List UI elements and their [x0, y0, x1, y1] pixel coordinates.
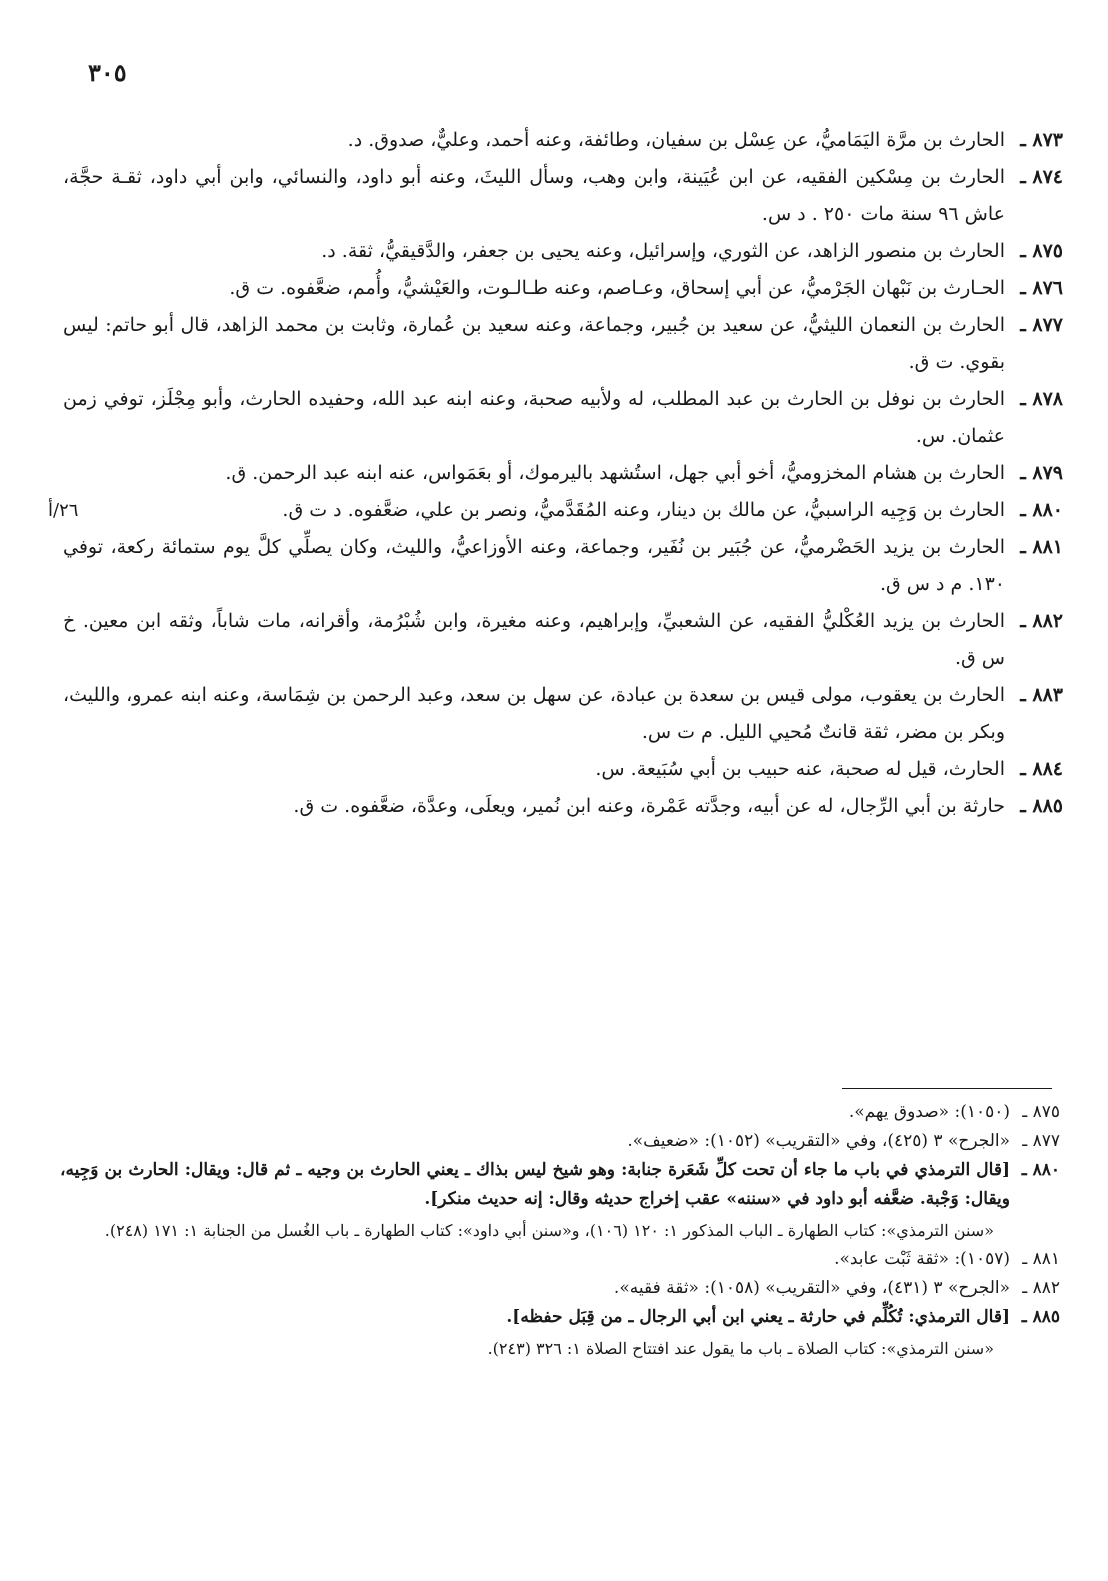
entry-text: الحارث بن يزيد الحَضْرميُّ، عن جُبَير بن نُفَير، وجماعة، وعنه الأوزاعيُّ، والليث، وكان يصلِّي كلَّ يوم ستمائة ركعة، توفي ١٣٠. م د س ق. [63, 536, 1005, 595]
entry-text: الحارث، قيل له صحبة، عنه حبيب بن أبي سُبَيعة. س. [595, 758, 1005, 780]
entry-item [63, 529, 1063, 603]
entry-number: ٨٨٥ ـ [1020, 795, 1063, 817]
footnote-number: ٨٧٧ ـ [1022, 1131, 1060, 1151]
entry-number: ٨٨١ ـ [1020, 536, 1063, 558]
footnote-text: (١٠٥٧): «ثقة ثَبْت عابد». [834, 1249, 1010, 1269]
entry-item [63, 159, 1063, 233]
footnote-item [60, 1156, 1060, 1214]
footnote-text: [قال الترمذي: تُكُلِّم في حارثة ـ يعني ابن أبي الرجال ـ من قِبَل حفظه]. [506, 1307, 1010, 1327]
entry-item [63, 122, 1063, 159]
entry-text: الحـارث بن نَبْهان الجَرْميُّ، عن أبي إسحاق، وعـاصم، وعنه طـالـوت، والعَيْشيُّ، وأُمم، ضعَّفوه. ت ق. [229, 277, 1005, 299]
entry-number: ٨٧٩ ـ [1020, 462, 1063, 484]
entry-item [63, 455, 1063, 492]
footnote-item [60, 1274, 1060, 1303]
entry-text: الحارث بن مرَّة اليَمَاميُّ، عن عِسْل بن سفيان، وطائفة، وعنه أحمد، وعليٌّ، صدوق. د. [347, 129, 1005, 151]
footnote-item [60, 1127, 1060, 1156]
entry-number: ٨٨٢ ـ [1020, 610, 1063, 632]
entry-item [63, 677, 1063, 751]
entry-number: ٨٧٧ ـ [1020, 314, 1063, 336]
entry-item [63, 603, 1063, 677]
footnote-source-reference: «سنن الترمذي»: كتاب الطهارة ـ الباب المذكور ١: ١٢٠ (١٠٦)، و«سنن أبي داود»: كتاب الطهارة ـ باب الغُسل من الجنابة ١: ١٧١ (٢٤٨). [104, 1221, 994, 1240]
entry-item [63, 751, 1063, 788]
entry-number: ٨٨٣ ـ [1020, 684, 1063, 706]
entry-item [63, 381, 1063, 455]
entry-number: ٨٨٠ ـ [1020, 499, 1063, 521]
footnote-source-reference: «سنن الترمذي»: كتاب الصلاة ـ باب ما يقول عند افتتاح الصلاة ١: ٣٢٦ (٢٤٣). [487, 1339, 994, 1358]
entry-item [63, 307, 1063, 381]
entry-item [63, 788, 1063, 825]
entry-text: الحارث بن النعمان الليثيُّ، عن سعيد بن جُبير، وجماعة، وعنه سعيد بن عُمارة، وثابت بن محمد الزاهد، قال أبو حاتم: ليس بقوي. ت ق. [63, 314, 1005, 373]
footnote-item [60, 1303, 1060, 1332]
footnote-number: ٨٨٥ ـ [1021, 1307, 1060, 1327]
entry-text: الحارث بن وَجِيه الراسبيُّ، عن مالك بن دينار، وعنه المُقَدَّميُّ، ونصر بن علي، ضعَّفوه. د ت ق. [282, 499, 1005, 521]
entry-number: ٨٧٦ ـ [1020, 277, 1063, 299]
footnote-text: (١٠٥٠): «صدوق يهم». [848, 1102, 1010, 1122]
entry-number: ٨٧٨ ـ [1020, 388, 1063, 410]
entry-text: الحارث بن هشام المخزوميُّ، أخو أبي جهل، استُشهد باليرموك، أو بعَمَواس، عنه ابنه عبد الرحمن. ق. [225, 462, 1005, 484]
entry-number: ٨٧٥ ـ [1020, 240, 1063, 262]
entry-text: الحارث بن منصور الزاهد، عن الثوري، وإسرائيل، وعنه يحيى بن جعفر، والدَّقيقيُّ، ثقة. د. [321, 240, 1005, 262]
entry-text: حارثة بن أبي الرِّجال، له عن أبيه، وجدَّته عَمْرة، وعنه ابن نُمير، ويعلَى، وعدَّة، ضعَّفوه. ت ق. [293, 795, 1005, 817]
entry-text: الحارث بن يزيد العُكْليُّ الفقيه، عن الشعبيِّ، وإبراهيم، وعنه مغيرة، وابن شُبْرُمة، وأقرانه، مات شاباً، وثقه ابن معين. خ س ق. [63, 610, 1005, 669]
biography-entries [48, 122, 1063, 825]
margin-folio-note: ٢٦/أ [48, 500, 79, 521]
entry-item [63, 270, 1063, 307]
entry-item [48, 492, 1063, 529]
entry-text: الحارث بن مِسْكين الفقيه، عن ابن عُيَينة، وابن وهب، وسأل الليثَ، وعنه أبو داود، والنسائي، وابن أبي داود، ثقـة حجَّة، عاش ٩٦ سنة مات ٢٥٠ . د س. [63, 166, 1005, 225]
footnote-number: ٨٨٠ ـ [1021, 1160, 1060, 1180]
entry-number: ٨٧٣ ـ [1020, 129, 1063, 151]
entry-item [63, 233, 1063, 270]
footnote-number: ٨٨١ ـ [1022, 1249, 1060, 1269]
footnote-number: ٨٧٥ ـ [1022, 1102, 1060, 1122]
entry-text: الحارث بن يعقوب، مولى قيس بن سعدة بن عبادة، عن سهل بن سعد، وعبد الرحمن بن شِمَاسة، وعنه ابنه عمرو، والليث، وبكر بن مضر، ثقة قانتٌ مُحيي الليل. م ت س. [63, 684, 1005, 743]
footnotes [60, 1098, 1060, 1363]
footnote-divider [842, 1088, 1052, 1089]
footnote-item [60, 1245, 1060, 1274]
entry-text: الحارث بن نوفل بن الحارث بن عبد المطلب، له ولأبيه صحبة، وعنه ابنه عبد الله، وحفيده الحارث، وأبو مِجْلَز، توفي زمن عثمان. س. [63, 388, 1005, 447]
entry-number: ٨٧٤ ـ [1020, 166, 1063, 188]
footnote-item [60, 1098, 1060, 1127]
entry-number: ٨٨٤ ـ [1020, 758, 1063, 780]
footnote-text: «الجرح» ٣ (٤٢٥)، وفي «التقريب» (١٠٥٢): «ضعيف». [627, 1131, 1010, 1151]
footnote-number: ٨٨٢ ـ [1022, 1278, 1060, 1298]
footnote-text: [قال الترمذي في باب ما جاء أن تحت كلِّ شَعَرة جنابة: وهو شيخ ليس بذاك ـ يعني الحارث بن وجيه ـ ثم قال: ويقال: الحارث بن وَجِيه، ويقال: وَجْبة. ضعَّفه أبو داود في «سننه» عقب إخراج حديثه وقال: إنه حديث منكر]. [60, 1160, 1010, 1209]
page-number: ٣٠٥ [88, 58, 127, 87]
footnote-text: «الجرح» ٣ (٤٣١)، وفي «التقريب» (١٠٥٨): «ثقة فقيه». [613, 1278, 1010, 1298]
